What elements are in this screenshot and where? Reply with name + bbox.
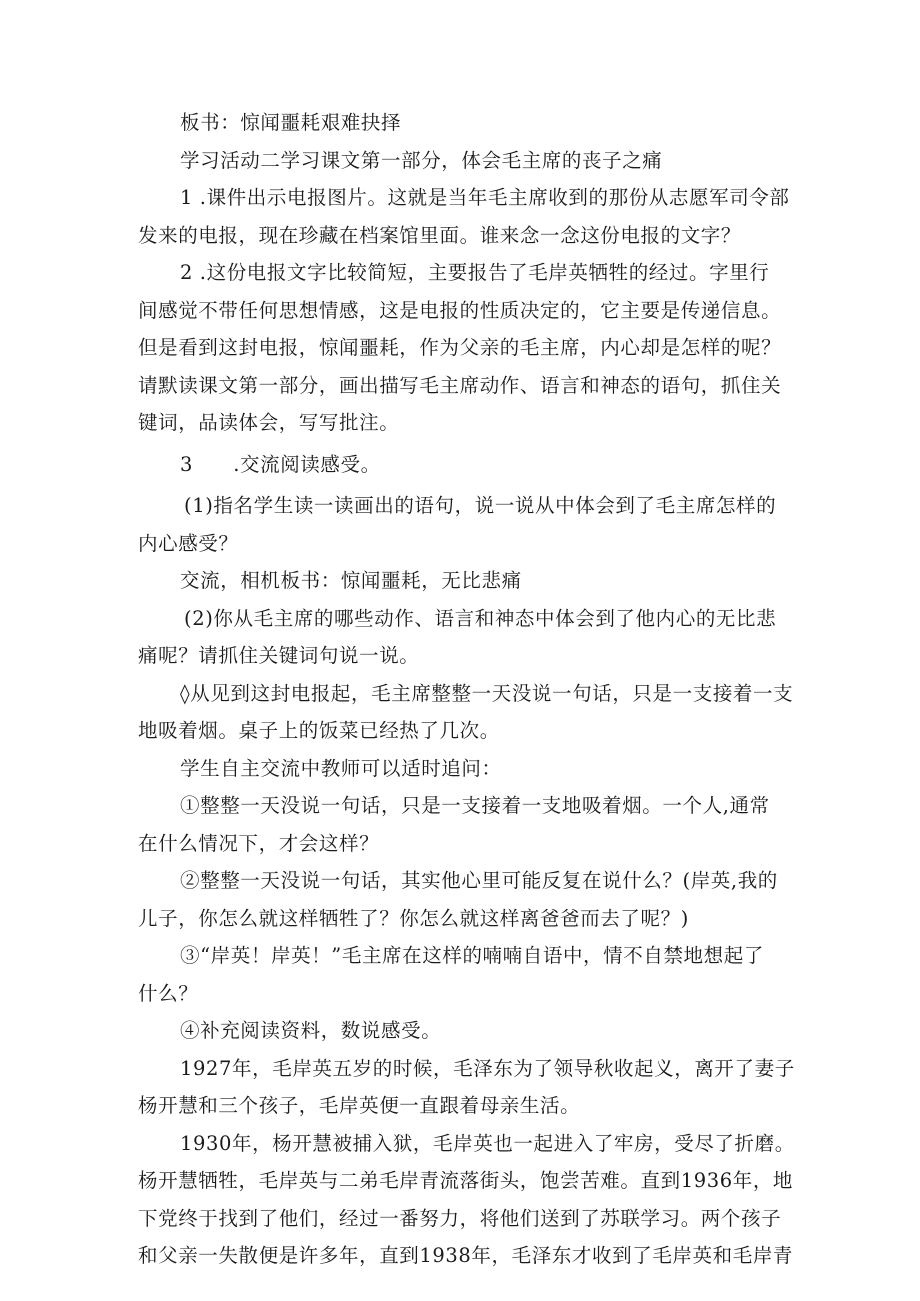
step-1-line-1: 1 .课件出示电报图片。这就是当年毛主席收到的那份从志愿军司令部 [180, 186, 790, 209]
followup-1-line-2: 在什么情况下，才会这样？ [138, 831, 380, 855]
step-2-line-1: 2 .这份电报文字比较简短，主要报告了毛岸英牺牲的经过。字里行 [180, 261, 770, 284]
question-1-line-1: (1)指名学生读一读画出的语句，说一说从中体会到了毛主席怎样的 [184, 494, 777, 517]
step-2-line-4: 请默读课文第一部分，画出描写毛主席动作、语言和神态的语句，抓住关 [138, 373, 782, 397]
step-1-line-2: 发来的电报，现在珍藏在档案馆里面。谁来念一念这份电报的文字？ [138, 223, 742, 247]
quote-line-2: 地吸着烟。桌子上的饭菜已经热了几次。 [138, 719, 500, 742]
step-3-heading: 3 .交流阅读感受。 [180, 452, 381, 476]
blackboard-note-2: 交流，相机板书：惊闻噩耗，无比悲痛 [180, 569, 522, 592]
reading-para-2-line-3: 下党终于找到了他们，经过一番努力，将他们送到了苏联学习。两个孩子 [138, 1206, 782, 1230]
reading-para-1-line-2: 杨开慧和三个孩子，毛岸英便一直跟着母亲生活。 [138, 1094, 581, 1117]
question-2-line-2: 痛呢？请抓住关键词句说一说。 [138, 644, 420, 667]
followup-1-line-1: ①整整一天没说一句话，只是一支接着一支地吸着烟。一个人,通常 [180, 794, 770, 817]
reading-para-2-line-2: 杨开慧牺牲，毛岸英与二弟毛岸青流落街头，饱尝苦难。直到1936年，地 [138, 1169, 794, 1192]
reading-para-1-line-1: 1927年，毛岸英五岁的时候，毛泽东为了领导秋收起义，离开了妻子 [180, 1056, 795, 1080]
followup-4: ④补充阅读资料，数说感受。 [180, 1019, 442, 1042]
followup-2-line-1: ②整整一天没说一句话，其实他心里可能反复在说什么？(岸英,我的 [180, 869, 778, 892]
step-2-line-3: 但是看到这封电报，惊闻噩耗，作为父亲的毛主席，内心却是怎样的呢？ [138, 336, 782, 359]
quote-line-1: ◊从见到这封电报起，毛主席整整一天没说一句话，只是一支接着一支 [180, 681, 794, 705]
question-1-line-2: 内心感受？ [138, 531, 239, 555]
blackboard-note-1: 板书：惊闻噩耗艰难抉择 [180, 111, 402, 134]
teacher-prompt: 学生自主交流中教师可以适时追问： [180, 756, 502, 780]
question-2-line-1: (2)你从毛主席的哪些动作、语言和神态中体会到了他内心的无比悲 [184, 606, 777, 630]
followup-2-line-2: 儿子，你怎么就这样牺牲了？你怎么就这样离爸爸而去了呢？) [138, 906, 689, 930]
reading-para-2-line-4: 和父亲一失散便是许多年，直到1938年，毛泽东才收到了毛岸英和毛岸青 [138, 1244, 794, 1267]
step-2-line-2: 间感觉不带任何思想情感，这是电报的性质决定的，它主要是传递信息。 [138, 298, 782, 322]
followup-3-line-1: ③“岸英！岸英！”毛主席在这样的喃喃自语中，情不自禁地想起了 [180, 944, 764, 967]
followup-3-line-2: 什么？ [138, 981, 199, 1005]
step-2-line-5: 键词，品读体会，写写批注。 [138, 411, 400, 434]
activity-heading: 学习活动二学习课文第一部分，体会毛主席的丧子之痛 [180, 148, 663, 172]
reading-para-2-line-1: 1930年，杨开慧被捕入狱，毛岸英也一起进入了牢房，受尽了折磨。 [180, 1131, 795, 1155]
document-page [138, 104, 798, 1275]
